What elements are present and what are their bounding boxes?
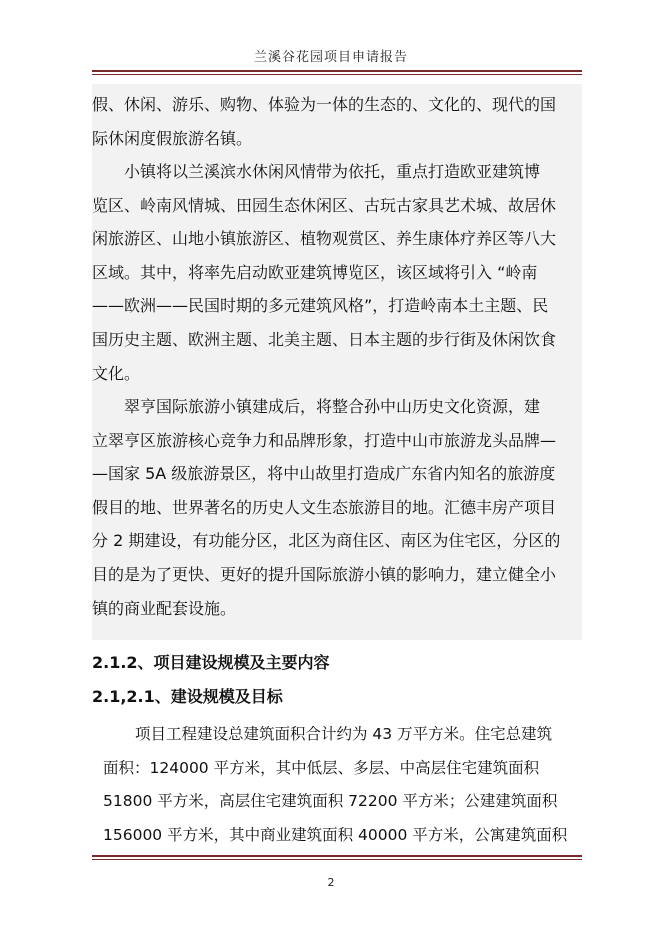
paragraph-line: 镇的商业配套设施。	[92, 598, 237, 618]
paragraph-1	[92, 88, 582, 155]
paragraph-line: 览区、岭南风情城、田园生态休闲区、古玩古家具艺术城、故居休	[92, 195, 557, 215]
paragraph-3	[92, 390, 582, 625]
paragraph-line: 51800 平方米，高层住宅建筑面积 72200 平方米；公建建筑面积	[103, 792, 558, 811]
paragraph-line: 小镇将以兰溪滨水休闲风情带为依托，重点打造欧亚建筑博	[124, 162, 541, 181]
paragraph-line: 面积：124000 平方米，其中低层、多层、中高层住宅建筑面积	[103, 758, 540, 777]
paragraph-line: 假目的地、世界著名的历史人文生态旅游目的地。汇德丰房产项目	[92, 497, 557, 517]
header-rule-thin	[92, 74, 582, 75]
page-number: 2	[327, 876, 335, 889]
paragraph-line: 闲旅游区、山地小镇旅游区、植物观赏区、养生康体疗养区等八大	[92, 229, 557, 249]
paragraph-line: 156000 平方米，其中商业建筑面积 40000 平方米，公寓建筑面积	[103, 825, 568, 844]
footer-rule-thick	[92, 855, 582, 857]
paragraph-4	[103, 718, 583, 852]
paragraph-line: 目的是为了更快、更好的提升国际旅游小镇的影响力，建立健全小	[92, 564, 557, 584]
paragraph-line: 假、休闲、游乐、购物、体验为一体的生态的、文化的、现代的国	[92, 95, 557, 114]
header-rule-thick	[92, 70, 582, 72]
paragraph-line: —国家 5A 级旅游景区，将中山故里打造成广东省内知名的旅游度	[92, 464, 556, 484]
paragraph-line: 区域。其中，将率先启动欧亚建筑博览区，该区域将引入 “岭南	[92, 262, 538, 282]
paragraph-line: 项目工程建设总建筑面积合计约为 43 万平方米。住宅总建筑	[135, 725, 553, 743]
paragraph-2	[92, 155, 582, 390]
paragraph-line: 文化。	[92, 363, 141, 383]
page-header-title: 兰溪谷花园项目申请报告	[253, 50, 408, 65]
subsection-heading: 2.1,2.1、建设规模及目标	[92, 687, 283, 706]
paragraph-line: 立翠亨区旅游核心竞争力和品牌形象，打造中山市旅游龙头品牌—	[92, 430, 557, 450]
footer-rule-thin	[92, 859, 582, 860]
paragraph-line: 分 2 期建设，有功能分区，北区为商住区、南区为住宅区，分区的	[92, 531, 561, 551]
paragraph-line: ——欧洲——民国时期的多元建筑风格”，打造岭南本土主题、民	[92, 296, 549, 316]
paragraph-line: 翠亨国际旅游小镇建成后，将整合孙中山历史文化资源，建	[124, 397, 541, 416]
section-heading: 2.1.2、项目建设规模及主要内容	[92, 653, 330, 672]
paragraph-line: 国历史主题、欧洲主题、北美主题、日本主题的步行街及休闲饮食	[92, 329, 557, 349]
paragraph-line: 际休闲度假旅游名镇。	[92, 128, 253, 148]
